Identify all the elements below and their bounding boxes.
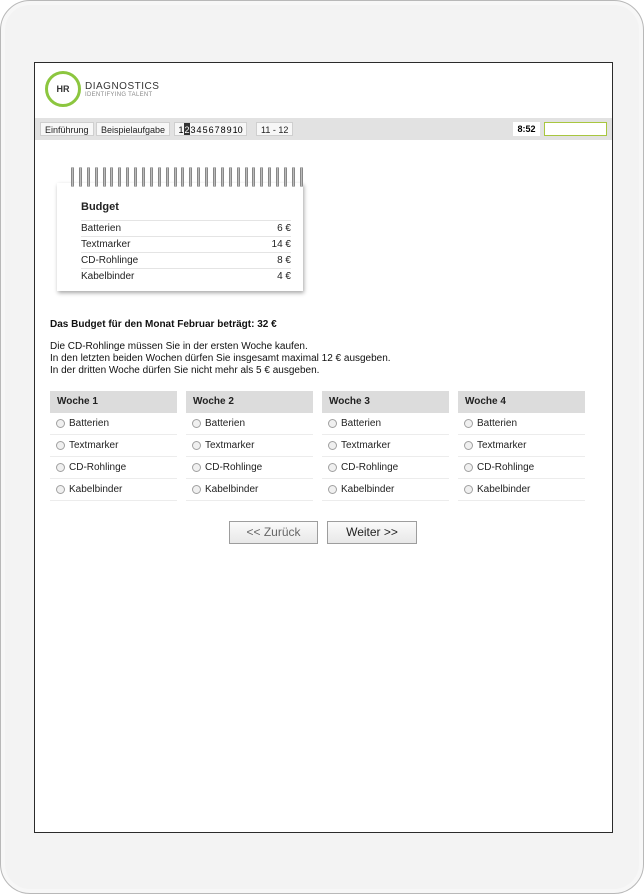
budget-item-name: Kabelbinder <box>81 271 135 282</box>
navigation-bar <box>35 118 612 140</box>
week-column-1 <box>50 391 177 501</box>
page-link-3[interactable]: 3 <box>190 125 196 135</box>
radio-icon[interactable] <box>56 485 65 494</box>
budget-item-price: 6 € <box>277 223 291 234</box>
week1-option-textmarker[interactable]: Textmarker <box>50 435 177 457</box>
week2-option-textmarker[interactable]: Textmarker <box>186 435 313 457</box>
timer-display: 8:52 <box>513 122 540 136</box>
radio-icon[interactable] <box>328 419 337 428</box>
budget-row <box>81 252 291 268</box>
logo-ring: HR <box>45 71 81 107</box>
budget-item-price: 4 € <box>277 271 291 282</box>
budget-title: Budget <box>81 201 119 213</box>
week3-option-kabelbinder[interactable]: Kabelbinder <box>322 479 449 501</box>
budget-notebook <box>57 183 303 291</box>
radio-icon[interactable] <box>464 419 473 428</box>
week-header: Woche 1 <box>50 391 177 413</box>
budget-row <box>81 236 291 252</box>
week4-option-cd-rohlinge[interactable]: CD-Rohlinge <box>458 457 585 479</box>
logo-tagline: IDENTIFYING TALENT <box>85 91 153 98</box>
week2-option-kabelbinder[interactable]: Kabelbinder <box>186 479 313 501</box>
radio-icon[interactable] <box>464 485 473 494</box>
back-button[interactable]: << Zurück <box>229 521 318 544</box>
page-link-1[interactable]: 1 <box>178 125 184 135</box>
radio-icon[interactable] <box>328 463 337 472</box>
logo-name: DIAGNOSTICS <box>85 80 160 92</box>
page-link-7[interactable]: 7 <box>214 125 220 135</box>
page-link-8[interactable]: 8 <box>220 125 226 135</box>
logo <box>45 71 159 107</box>
radio-icon[interactable] <box>192 485 201 494</box>
week-header: Woche 2 <box>186 391 313 413</box>
app-screen <box>34 62 613 833</box>
week-column-4 <box>458 391 585 501</box>
week1-option-batterien[interactable]: Batterien <box>50 413 177 435</box>
spiral-binding <box>71 167 303 189</box>
radio-icon[interactable] <box>192 463 201 472</box>
radio-icon[interactable] <box>192 419 201 428</box>
week4-option-kabelbinder[interactable]: Kabelbinder <box>458 479 585 501</box>
week-header: Woche 4 <box>458 391 585 413</box>
radio-icon[interactable] <box>464 441 473 450</box>
rule-line: In der dritten Woche dürfen Sie nicht mehr als 5 € ausgeben. <box>50 365 320 376</box>
radio-icon[interactable] <box>192 441 201 450</box>
budget-item-price: 8 € <box>277 255 291 266</box>
budget-statement: Das Budget für den Monat Februar beträgt: 32 € <box>50 319 277 330</box>
page-link-2-current[interactable]: 2 <box>184 125 190 135</box>
radio-icon[interactable] <box>56 441 65 450</box>
page-link-10[interactable]: 10 <box>232 125 243 135</box>
radio-icon[interactable] <box>56 463 65 472</box>
week-column-3 <box>322 391 449 501</box>
radio-icon[interactable] <box>464 463 473 472</box>
page-selector <box>174 122 247 136</box>
budget-item-price: 14 € <box>271 239 291 250</box>
week3-option-textmarker[interactable]: Textmarker <box>322 435 449 457</box>
budget-item-name: CD-Rohlinge <box>81 255 139 266</box>
budget-item-name: Textmarker <box>81 239 131 250</box>
radio-icon[interactable] <box>56 419 65 428</box>
rules-text <box>50 341 391 377</box>
nav-example-button[interactable]: Beispielaufgabe <box>96 122 170 136</box>
page-link-9[interactable]: 9 <box>226 125 232 135</box>
week1-option-cd-rohlinge[interactable]: CD-Rohlinge <box>50 457 177 479</box>
time-progress-bar <box>544 122 607 136</box>
nav-intro-button[interactable]: Einführung <box>40 122 94 136</box>
budget-row <box>81 268 291 284</box>
page-link-5[interactable]: 5 <box>202 125 208 135</box>
week-column-2 <box>186 391 313 501</box>
budget-item-name: Batterien <box>81 223 122 234</box>
week1-option-kabelbinder[interactable]: Kabelbinder <box>50 479 177 501</box>
radio-icon[interactable] <box>328 441 337 450</box>
budget-row <box>81 220 291 236</box>
week2-option-batterien[interactable]: Batterien <box>186 413 313 435</box>
next-button[interactable]: Weiter >> <box>327 521 417 544</box>
rule-line: In den letzten beiden Wochen dürfen Sie insgesamt maximal 12 € ausgeben. <box>50 353 391 364</box>
week4-option-batterien[interactable]: Batterien <box>458 413 585 435</box>
week3-option-batterien[interactable]: Batterien <box>322 413 449 435</box>
week4-option-textmarker[interactable]: Textmarker <box>458 435 585 457</box>
page-link-6[interactable]: 6 <box>208 125 214 135</box>
page-link-4[interactable]: 4 <box>196 125 202 135</box>
week2-option-cd-rohlinge[interactable]: CD-Rohlinge <box>186 457 313 479</box>
radio-icon[interactable] <box>328 485 337 494</box>
week-header: Woche 3 <box>322 391 449 413</box>
week3-option-cd-rohlinge[interactable]: CD-Rohlinge <box>322 457 449 479</box>
page-range-button[interactable]: 11 - 12 <box>256 122 293 136</box>
rule-line: Die CD-Rohlinge müssen Sie in der ersten Woche kaufen. <box>50 341 308 352</box>
budget-list <box>81 220 291 284</box>
